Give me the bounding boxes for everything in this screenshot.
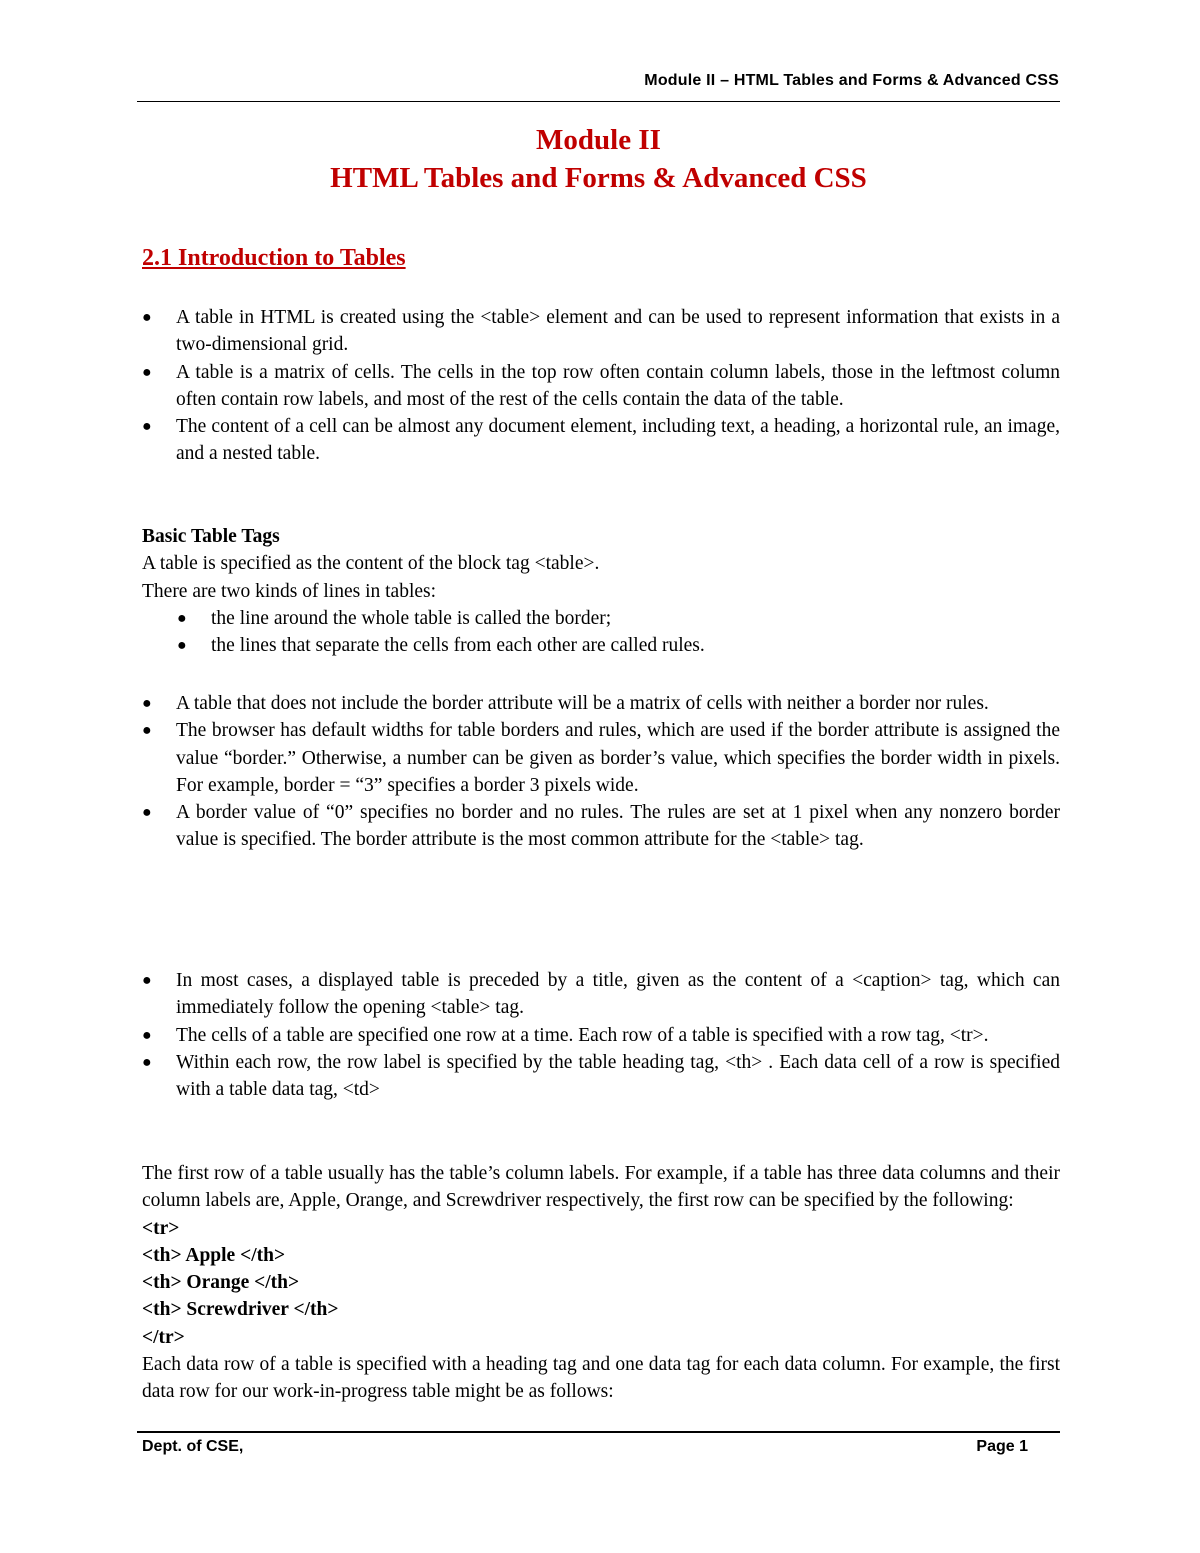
paragraph: The first row of a table usually has the table’s column labels. For example, if a table has three data columns and their column labels are, Apple, Orange, and Screwdriver respectively, the first row can be specified by the following:	[142, 1163, 1060, 1212]
header-rule	[137, 101, 1060, 102]
code-line: <th> Screwdriver </th>	[142, 1299, 339, 1321]
list-item: ● A table is a matrix of cells. The cells in the top row often contain column labels, those in the leftmost column often contain row labels, and most of the rest of the cells contain the data of the table.	[142, 359, 1060, 414]
footer-department: Dept. of CSE,	[142, 1438, 244, 1455]
bullet-icon: ●	[142, 804, 152, 822]
bullet-icon: ●	[142, 1026, 152, 1044]
code-line: </tr>	[142, 1326, 185, 1348]
subheading: Basic Table Tags	[142, 526, 280, 547]
list-item: ● The content of a cell can be almost any document element, including text, a heading, a horizontal rule, an image, and a nested table.	[142, 413, 1060, 468]
list-item: ● The cells of a table are specified one row at a time. Each row of a table is specified with a row tag, <tr>.	[142, 1022, 1060, 1049]
list-item: ● A table in HTML is created using the <table> element and can be used to represent information that exists in a two-dimensional grid.	[142, 304, 1060, 359]
list-item: ● A table that does not include the border attribute will be a matrix of cells with neither a border nor rules.	[142, 690, 1060, 717]
code-line: <tr>	[142, 1217, 180, 1239]
list-item: ● Within each row, the row label is specified by the table heading tag, <th> . Each data cell of a row is specified with a table data tag, <td>	[142, 1049, 1060, 1104]
bullet-icon: ●	[142, 972, 152, 989]
basic-table-tags-block	[142, 523, 1060, 659]
module-subtitle: HTML Tables and Forms & Advanced CSS	[330, 162, 867, 194]
list-item: ● A border value of “0” specifies no border and no rules. The rules are set at 1 pixel when any nonzero border value is specified. The border attribute is the most common attribute for the <table> tag.	[142, 799, 1060, 854]
body-line: There are two kinds of lines in tables:	[142, 580, 437, 602]
section-heading: 2.1 Introduction to Tables	[142, 245, 406, 271]
bullet-icon: ●	[177, 609, 187, 627]
caption-bullet-list	[142, 967, 1060, 1103]
paragraph: Each data row of a table is specified with a heading tag and one data tag for each data column. For example, the first data row for our work-in-progress table might be as follows:	[142, 1354, 1060, 1403]
code-line: <th> Orange </th>	[142, 1272, 300, 1294]
footer-rule	[137, 1431, 1060, 1433]
list-item: ● In most cases, a displayed table is preceded by a title, given as the content of a <caption> tag, which can immediately follow the opening <table> tag.	[142, 967, 1060, 1022]
body-line: A table is specified as the content of the block tag <table>.	[142, 553, 600, 575]
bullet-icon: ●	[142, 309, 152, 326]
bullet-icon: ●	[142, 722, 152, 740]
bullet-icon: ●	[142, 418, 152, 436]
bullet-icon: ●	[142, 363, 152, 381]
list-item: ● the line around the whole table is called the border;	[142, 605, 1060, 632]
running-header: Module II – HTML Tables and Forms & Advanced CSS	[644, 72, 1059, 89]
bullet-icon: ●	[142, 1053, 152, 1071]
page-number: Page 1	[976, 1438, 1028, 1455]
code-line: <th> Apple </th>	[142, 1244, 286, 1266]
list-item: ● The browser has default widths for table borders and rules, which are used if the border attribute is assigned the value “border.” Otherwise, a number can be given as border’s value, which specifies the border width in pixels. For example, border = “3” specifies a border 3 pixels wide.	[142, 717, 1060, 799]
bullet-icon: ●	[142, 695, 152, 712]
list-item: ● the lines that separate the cells from each other are called rules.	[142, 632, 1060, 659]
border-bullet-list	[142, 690, 1060, 854]
bullet-icon: ●	[177, 637, 187, 655]
module-title: Module II	[536, 124, 661, 156]
intro-bullet-list	[142, 304, 1060, 468]
example-block	[142, 1160, 1060, 1406]
